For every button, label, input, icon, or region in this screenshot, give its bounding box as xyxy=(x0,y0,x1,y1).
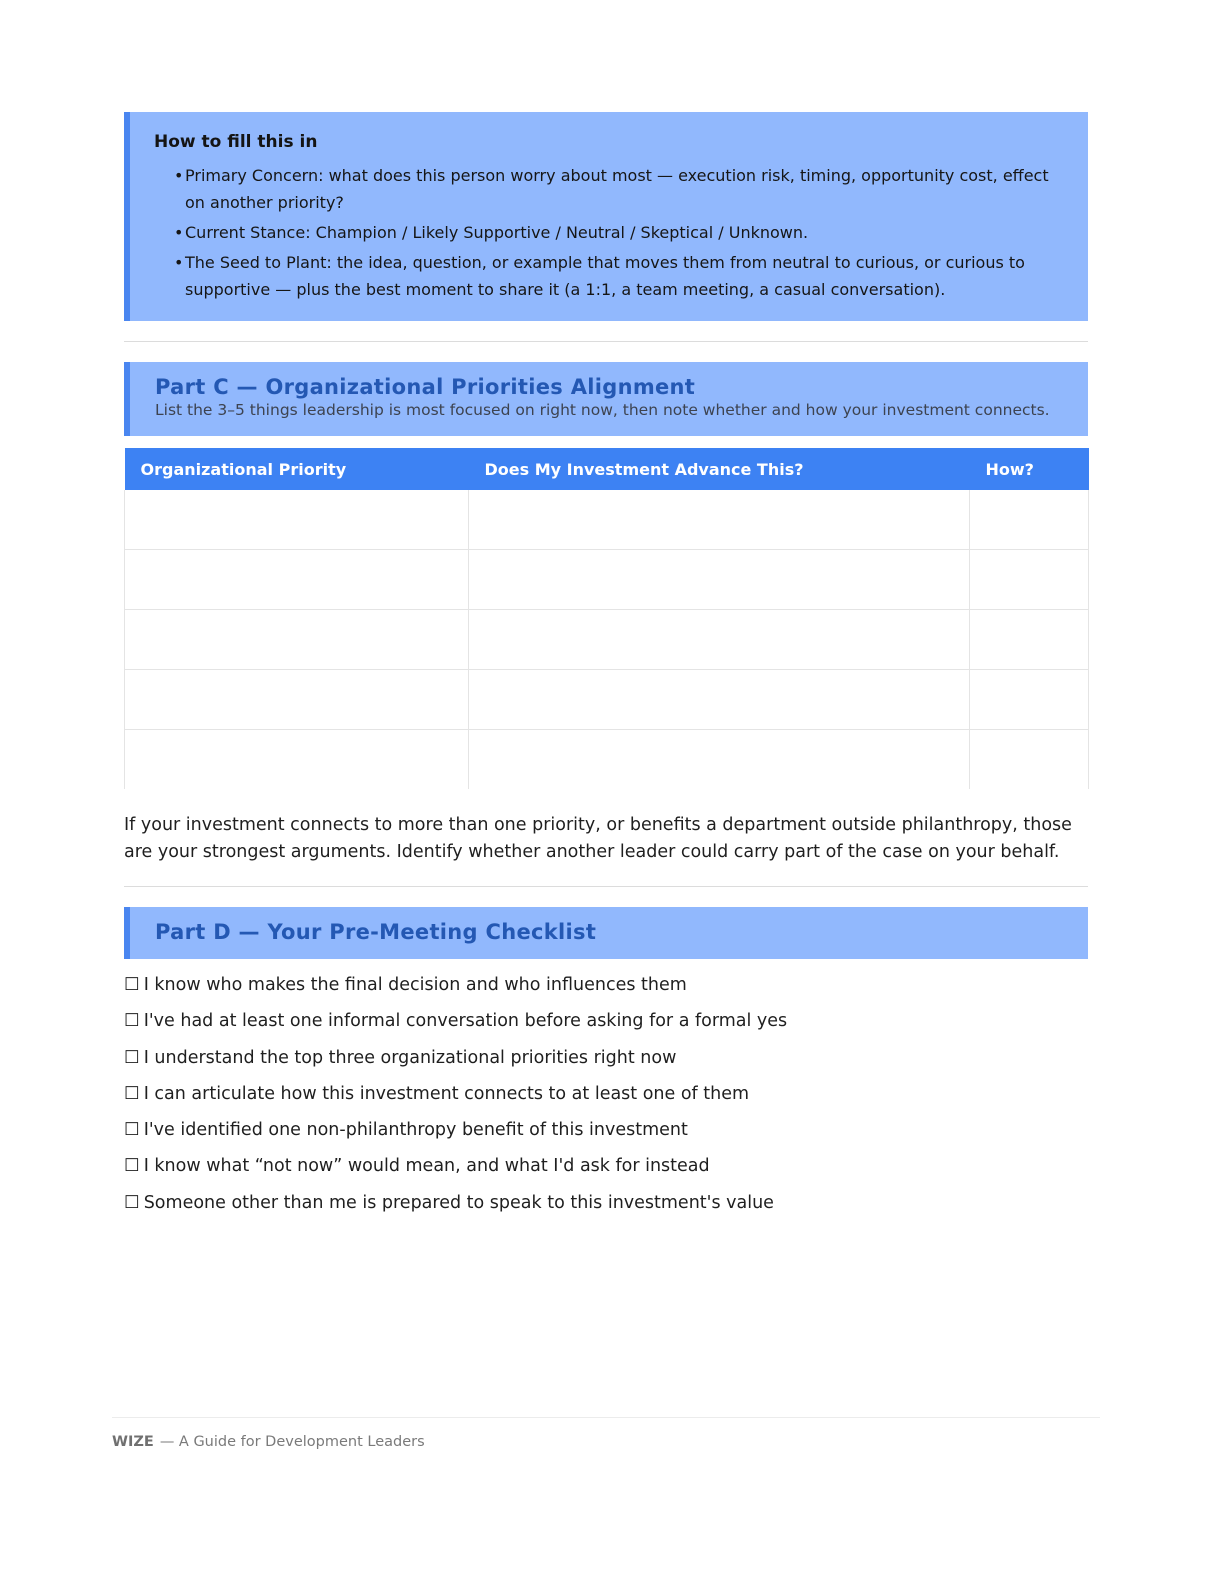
column-header-advance: Does My Investment Advance This? xyxy=(469,448,970,490)
checkbox-icon[interactable]: ☐ xyxy=(124,1011,140,1032)
pre-meeting-checklist xyxy=(124,973,1088,1215)
advance-cell[interactable] xyxy=(469,670,970,730)
column-header-how: How? xyxy=(970,448,1089,490)
checklist-item[interactable] xyxy=(124,1191,1088,1215)
priorities-table xyxy=(124,448,1089,789)
instructions-callout xyxy=(124,112,1088,321)
table-row xyxy=(125,550,1089,610)
footer-divider xyxy=(112,1417,1100,1418)
part-d-header xyxy=(124,907,1088,959)
table-header-row xyxy=(125,448,1089,490)
checklist-item-label: Someone other than me is prepared to speak to this investment's value xyxy=(143,1192,774,1213)
footer-brand: WIZE xyxy=(112,1434,154,1450)
column-header-priority: Organizational Priority xyxy=(125,448,469,490)
page-content xyxy=(124,112,1088,1227)
checklist-item-label: I can articulate how this investment connects to at least one of them xyxy=(143,1083,750,1104)
part-c-subtitle: List the 3–5 things leadership is most focused on right now, then note whether and how your investment connects. xyxy=(155,401,1050,419)
advance-cell[interactable] xyxy=(469,550,970,610)
part-c-title: Part C — Organizational Priorities Alignment xyxy=(155,375,696,399)
priority-cell[interactable] xyxy=(125,730,469,790)
checklist-item[interactable] xyxy=(124,1154,1088,1178)
section-divider xyxy=(124,341,1088,342)
checklist-item[interactable] xyxy=(124,1009,1088,1033)
callout-item: • The Seed to Plant: the idea, question, or example that moves them from neutral to curious, or curious to supportive — plus the best moment to share it (a 1:1, a team meeting, a casual conversation). xyxy=(174,249,1064,303)
callout-item: • Current Stance: Champion / Likely Supportive / Neutral / Skeptical / Unknown. xyxy=(174,219,1064,246)
how-cell[interactable] xyxy=(970,490,1089,550)
priority-cell[interactable] xyxy=(125,670,469,730)
part-c-note: If your investment connects to more than one priority, or benefits a department outside philanthropy, those are your strongest arguments. Identify whether another leader could carry part of the case on your behalf. xyxy=(124,815,1072,862)
checklist-item-label: I understand the top three organizational priorities right now xyxy=(143,1047,677,1068)
checkbox-icon[interactable]: ☐ xyxy=(124,975,140,995)
part-d-title: Part D — Your Pre-Meeting Checklist xyxy=(155,920,597,944)
table-row xyxy=(125,490,1089,550)
advance-cell[interactable] xyxy=(469,610,970,670)
callout-item: • Primary Concern: what does this person worry about most — execution risk, timing, opportunity cost, effect on another priority? xyxy=(174,162,1064,216)
part-c-header xyxy=(124,362,1088,436)
table-row xyxy=(125,670,1089,730)
callout-list xyxy=(154,162,1064,303)
priority-cell[interactable] xyxy=(125,550,469,610)
checkbox-icon[interactable]: ☐ xyxy=(124,1083,140,1104)
advance-cell[interactable] xyxy=(469,490,970,550)
checklist-item[interactable] xyxy=(124,1082,1088,1106)
how-cell[interactable] xyxy=(970,730,1089,790)
how-cell[interactable] xyxy=(970,610,1089,670)
checklist-item-label: I know who makes the final decision and who influences them xyxy=(143,975,687,995)
advance-cell[interactable] xyxy=(469,730,970,790)
checkbox-icon[interactable]: ☐ xyxy=(124,1047,140,1068)
checklist-item[interactable] xyxy=(124,973,1088,997)
checklist-item-label: I know what “not now” would mean, and what I'd ask for instead xyxy=(143,1156,710,1177)
section-divider xyxy=(124,886,1088,887)
callout-title: How to fill this in xyxy=(154,132,318,152)
checklist-item[interactable] xyxy=(124,1118,1088,1142)
table-row xyxy=(125,730,1089,790)
page-footer xyxy=(112,1434,425,1450)
checklist-item[interactable] xyxy=(124,1046,1088,1070)
priority-cell[interactable] xyxy=(125,610,469,670)
priority-cell[interactable] xyxy=(125,490,469,550)
checkbox-icon[interactable]: ☐ xyxy=(124,1120,140,1141)
checklist-item-label: I've identified one non-philanthropy benefit of this investment xyxy=(143,1120,688,1141)
footer-tagline: — A Guide for Development Leaders xyxy=(159,1434,425,1450)
how-cell[interactable] xyxy=(970,670,1089,730)
how-cell[interactable] xyxy=(970,550,1089,610)
table-row xyxy=(125,610,1089,670)
checkbox-icon[interactable]: ☐ xyxy=(124,1192,140,1213)
checkbox-icon[interactable]: ☐ xyxy=(124,1156,140,1177)
checklist-item-label: I've had at least one informal conversation before asking for a formal yes xyxy=(143,1011,788,1032)
